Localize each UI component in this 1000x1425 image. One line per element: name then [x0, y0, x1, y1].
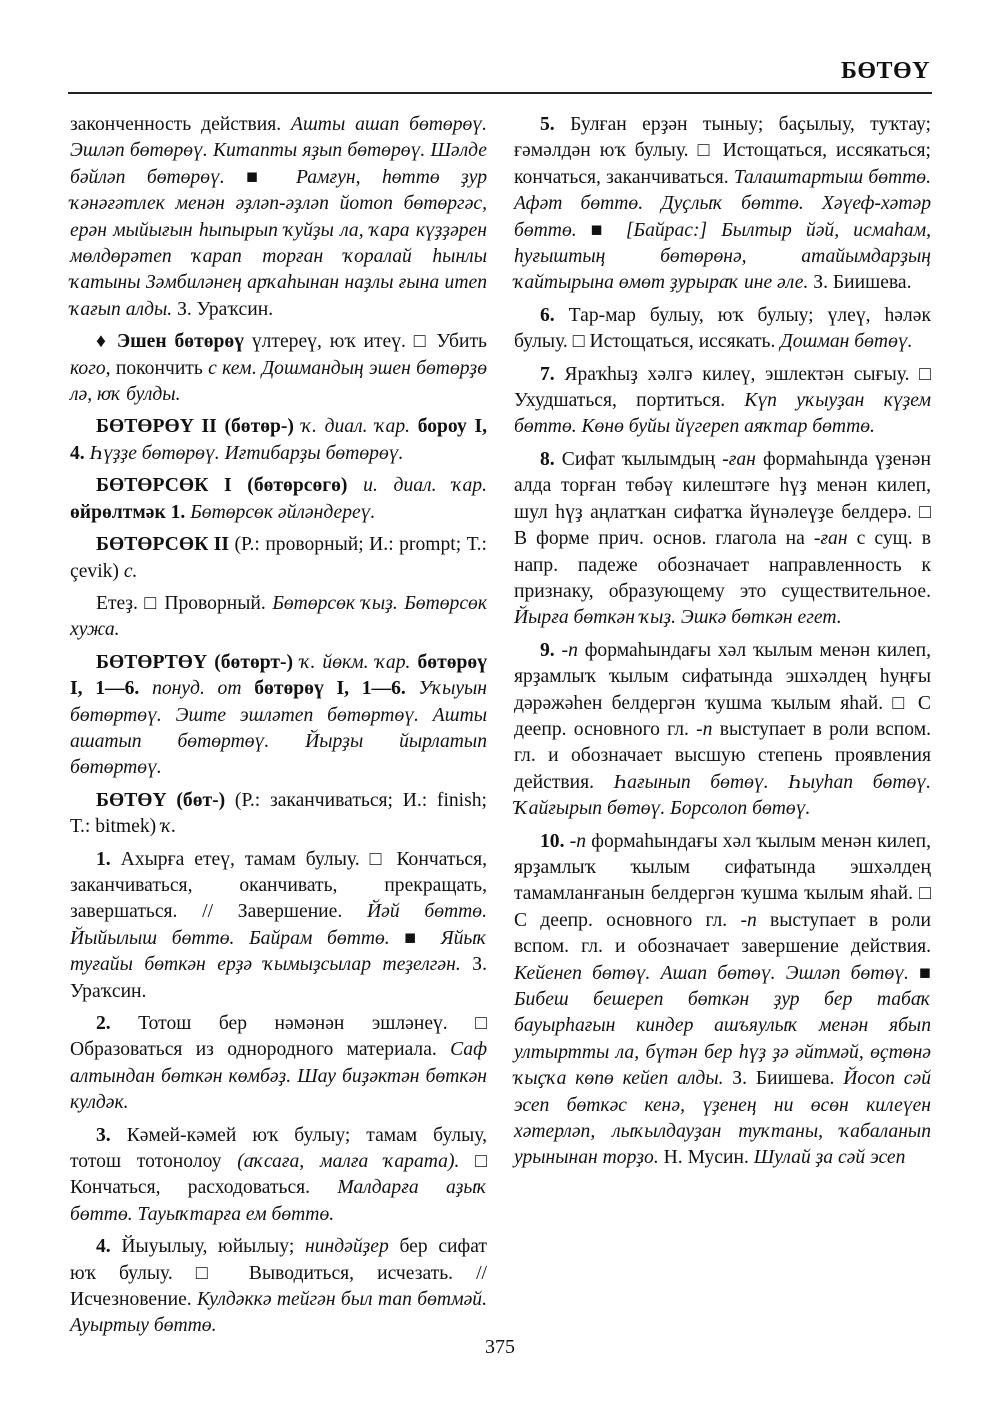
entry-paragraph: 10. -п формаһындағы хәл ҡылым менән килеп, ярҙамлыҡ ҡылым сифатында эшхәлдең тамамланғанын белдергән ҡушма ҡылым яһай. □ С деепр. основного гл. -п выступает в роли вспом. гл. и обозначает завершение действия. Кейенеп бөтөү. Ашап бөтөү. Эшләп бөтөү. ■ Бибеш бешереп бөткән ҙур бер табаҡ бауырһағын киндер ашъяулыҡ менән ябып ултыртты ла, бүтән бер һүҙ ҙә әйтмәй, өҫтөнә ҡыҫҡа көпө кейеп алды. З. Биишева. Йосоп сәй эсеп бөткәс кенә, үҙенең ни өсөн килеүен хәтерләп, лыҡылдауҙан туҡтаны, ҡабаланып урынынан торҙо. Н. Мусин. Шулай ҙа сәй эсеп [514, 830, 932, 1169]
entry-paragraph: БӨТӨРСӨК I (бөтөрсөгө) и. диал. ҡар. өйрөлтмәк 1. Бөтөрсөк әйләндереү. [70, 475, 487, 523]
entry-paragraph: 8. Сифат ҡылымдың -ған формаһында үҙенән алда торған төбәү килештәге һүҙ менән килеп, шул һүҙ аңлатҡан сифатҡа йүнәлеүҙе белдерә. □ В форме прич. основ. глагола на -ған с сущ. в напр. падеже обозначает направленность к признаку, образующему это существительное. Йырға бөткән ҡыҙ. Эшкә бөткән егет. [514, 448, 931, 629]
entry-paragraph: Етеҙ. □ Проворный. Бөтөрсөк ҡыҙ. Бөтөрсөк хужа. [70, 592, 487, 641]
entry-paragraph: 1. Ахырға етеү, тамам булыу. □ Кончаться, заканчиваться, оканчивать, прекращать, завершаться. // Завершение. Йәй бөттө. Йыйылыш бөттө. Байрам бөттө. ■ Яйыҡ туғайы бөткән ерҙә ҡымыҙсылар теҙелгән. З. Ураҡсин. [70, 848, 487, 1002]
entry-paragraph: 6. Тар-мар булыу, юҡ булыу; үлеү, һәләк булыу. □ Истощаться, иссякать. Дошман бөтөү. [514, 304, 931, 353]
entry-paragraph: ♦ Эшен бөтөрөү үлтереү, юҡ итеү. □ Убить кого, покончить с кем. Дошмандың эшен бөтөрҙө лә, юҡ булды. [70, 331, 487, 406]
left-column [70, 112, 487, 1346]
entry-paragraph: 5. Булған ерҙән тыныу; баҫылыу, туҡтау; ғәмәлдән юҡ булыу. □ Истощаться, иссякаться; кончаться, заканчиваться. Талаштартыш бөттө. Афәт бөттө. Дуҫлыҡ бөттө. Хәүеф-хәтәр бөттө. ■ [Байрас:] Былтыр йәй, исмаһам, һуғыштың бөтөрөнә, атайымдарҙың ҡайтырына өмөт ҙурыраҡ ине әле. З. Биишева. [514, 114, 931, 294]
entry-paragraph: БӨТӨРӨҮ II (бөтөр-) ҡ. диал. ҡар. бороу I, 4. Һүҙҙе бөтөрөү. Иғтибарҙы бөтөрөү. [70, 416, 487, 464]
right-column [514, 112, 931, 1178]
entry-paragraph: 9. -п формаһындағы хәл ҡылым менән килеп, ярҙамлыҡ ҡылым сифатында эшхәлдең һуңғы дәрәжәһен белдергән ҡушма ҡылым яһай. □ С деепр. основного гл. -п выступает в роли вспом. гл. и обозначает высшую степень проявления действия. Һағынып бөтөү. Һыуһап бөтөү. Ҡайғырып бөтөү. Борсолоп бөтөү. [514, 639, 931, 820]
page-number: 375 [485, 1336, 515, 1358]
entry-paragraph: 3. Кәмей-кәмей юҡ булыу; тамам булыу, тотош тотонолоу (аҡсаға, малға ҡарата). □ Кончаться, расходоваться. Малдарға аҙыҡ бөттө. Тауыҡтарға ем бөттө. [70, 1124, 487, 1225]
entry-paragraph: БӨТӨҮ (бөт-) (Р.: заканчиваться; И.: finish; Т.: bitmek) ҡ. [70, 789, 487, 838]
entry-paragraph: 2. Тотош бер нәмәнән эшләнеү. □ Образоваться из однородного материала. Саф алтындан бөткән көмбәҙ. Шау биҙәктән бөткән кулдәк. [70, 1013, 487, 1114]
entry-paragraph: 4. Йыуылыу, юйылыу; ниндәйҙер бер сифат юҡ булыу. □ Выводиться, исчезать. // Исчезновение. Кулдәккә тейгән был тап бөтмәй. Ауыртыу бөттө. [70, 1236, 487, 1337]
running-head: БӨТӨҮ [840, 58, 930, 84]
entry-paragraph: БӨТӨРСӨК II (Р.: проворный; И.: prompt; Т.: çevik) с. [70, 534, 487, 582]
entry-paragraph: законченность действия. Ашты ашап бөтөрөү. Эшләп бөтөрөү. Китапты яҙып бөтөрөү. Шәлде бәйләп бөтөрөү. ■ Рамғун, һөттө ҙур ҡәнәғәтлек менән әҙләп-әҙләп йотоп бөтөргәс, ерән мыйығын һыпырып ҡуйҙы ла, ҡара күҙҙәрен мөлдөрәтеп ҡарап торған ҡоралай һынлы ҡатыны Зәмбиләнең арҡаһынан наҙлы ғына итеп ҡағып алды. З. Ураҡсин. [70, 114, 487, 320]
header-rule [68, 92, 932, 94]
entry-paragraph: БӨТӨРТӨҮ (бөтөрт-) ҡ. йөкм. ҡар. бөтөрөү I, 1—6. понуд. от бөтөрөү I, 1—6. Уҡыуын бөтөртөү. Эште эшләтеп бөтөртөү. Ашты ашатып бөтөртөү. Йырҙы йырлатып бөтөртөү. [70, 651, 488, 779]
entry-paragraph: 7. Яраҡһыҙ хәлгә килеү, эшлектән сығыу. □ Ухудшаться, портиться. Күп уҡыуҙан күҙем бөттө. Көнө буйы йүгереп аяҡтар бөттө. [514, 363, 931, 438]
